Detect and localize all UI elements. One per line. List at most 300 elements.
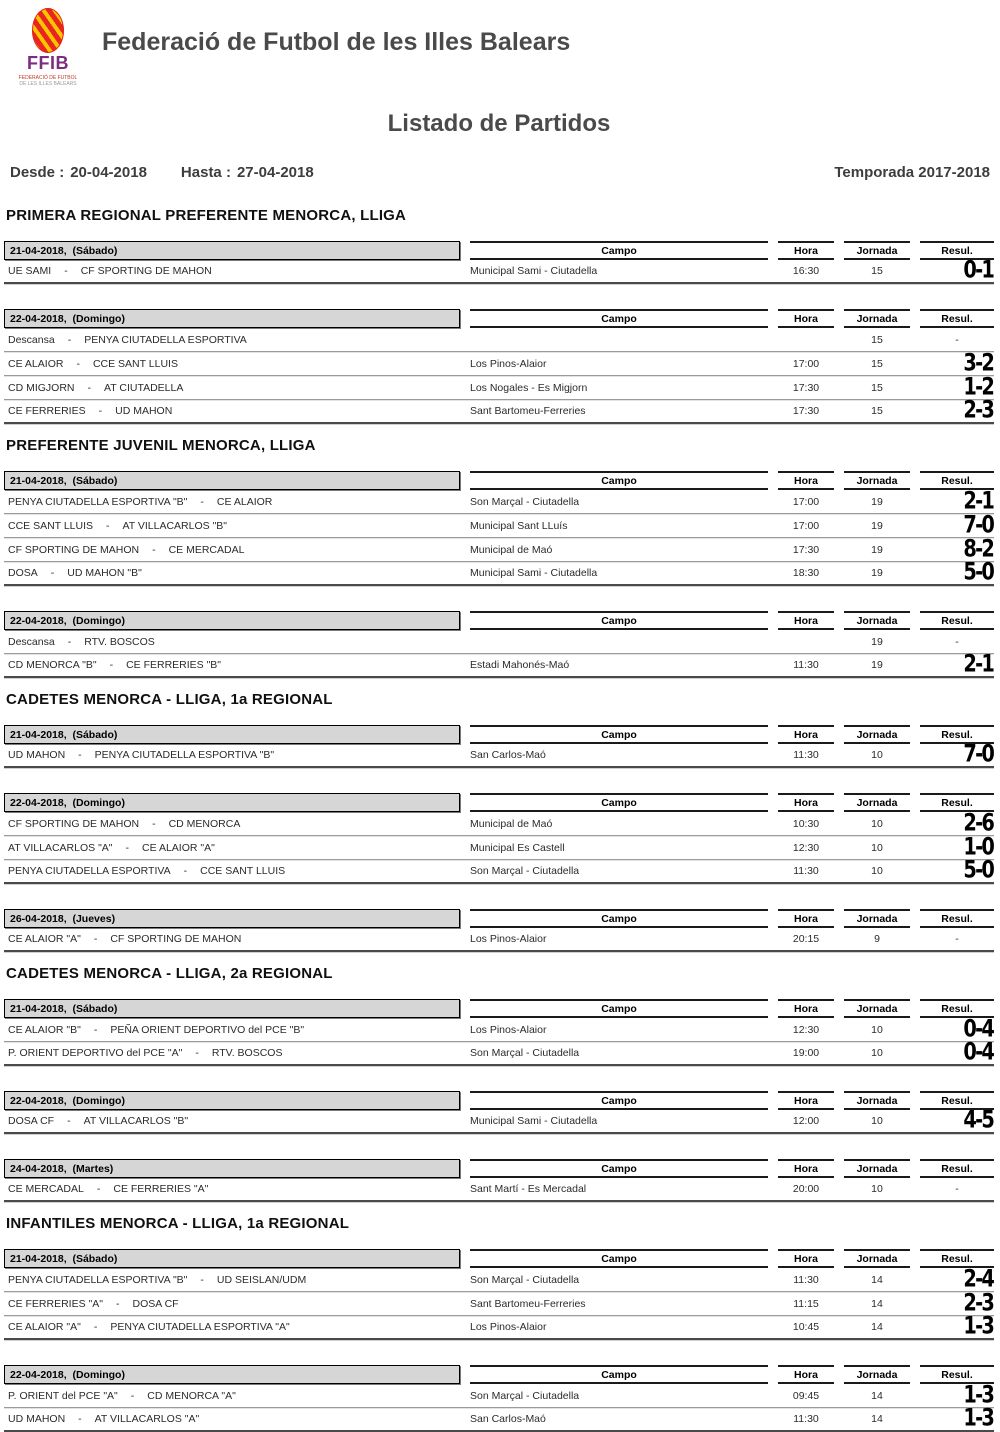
match-teams [4,1024,460,1036]
column-header-hora: Hora [778,725,834,744]
result-value: 2-3 [963,1289,994,1317]
home-team: PENYA CIUTADELLA ESPORTIVA [8,865,171,877]
away-team: CF SPORTING DE MAHON [110,933,242,945]
jornada-value: 10 [871,1183,883,1195]
team-separator: - [50,567,55,579]
match-row [4,349,994,377]
home-team: CF SPORTING DE MAHON [8,817,140,830]
home-team: CE FERRERIES [8,405,86,417]
match-teams [4,842,460,854]
away-team: PENYA CIUTADELLA ESPORTIVA "A" [110,1321,290,1333]
campo-value: Municipal de Maó [470,543,553,556]
result-value: - [955,333,959,346]
away-team: AT VILLACARLOS "B" [83,1115,189,1127]
match-row [4,373,994,401]
league-title: CADETES MENORCA - LLIGA, 1a REGIONAL [6,691,333,708]
column-header-campo: Campo [470,999,768,1018]
jornada-value: 15 [871,333,883,346]
hora-value: 11:30 [793,659,819,671]
jornada-value: 10 [871,749,883,761]
home-team: CE ALAIOR "A" [8,933,81,945]
match-row [4,740,994,769]
home-team: DOSA [8,567,38,579]
desde-label: Desde : [10,164,65,181]
hora-value: 10:45 [792,1321,820,1333]
result-value: 2-1 [963,650,994,679]
column-header-jornada: Jornada [844,1159,910,1178]
jornada-value: 14 [871,1321,883,1333]
hasta-label: Hasta : [180,164,231,181]
campo-value: Los Pinos-Alaior [470,933,547,945]
home-team: CD MENORCA "B" [8,659,97,671]
match-row [4,1265,994,1293]
home-team: PENYA CIUTADELLA ESPORTIVA "B" [8,1273,188,1286]
result-value: 0-4 [963,1015,994,1043]
result-value: 1-2 [963,373,994,401]
column-header-resul: Resul. [920,309,994,328]
league-section [4,691,994,952]
jornada-value: 19 [871,519,883,532]
hora-value: 17:00 [792,495,820,508]
match-table [4,1365,994,1432]
team-separator: - [98,405,103,417]
striped-ball-icon [32,8,64,53]
column-header-hora: Hora [778,1091,834,1110]
column-header-campo: Campo [470,1249,768,1268]
hasta-value: 27-04-2018 [236,164,314,181]
campo-value: Municipal Sami - Ciutadella [470,265,598,277]
result-value: 5-0 [963,558,994,587]
campo-value: Municipal Es Castell [470,841,565,854]
jornada-value: 10 [871,1023,883,1036]
away-team: CE MERCADAL [168,543,245,556]
match-teams [4,818,460,830]
jornada-value: 14 [871,1273,883,1286]
team-separator: - [152,543,156,556]
date-header: 21-04-2018, (Sábado) [4,999,460,1018]
jornada-value: 19 [871,635,883,648]
match-table [4,999,994,1066]
team-separator: - [64,265,68,277]
match-teams [4,405,460,417]
match-teams [4,636,460,648]
column-header-campo: Campo [470,471,768,490]
away-team: AT CIUTADELLA [104,381,184,394]
date-range [10,164,320,181]
date-header: 21-04-2018, (Sábado) [4,1249,460,1268]
campo-value: Son Marçal - Ciutadella [470,495,580,508]
hora-value: 18:30 [792,567,820,579]
match-row [4,1381,994,1409]
match-teams [4,1274,460,1286]
match-teams [4,358,460,370]
home-team: CE MERCADAL [8,1183,84,1195]
match-row [4,1289,994,1317]
campo-value: Sant Bartomeu-Ferreries [470,405,586,417]
column-header-hora: Hora [778,471,834,490]
home-team: DOSA CF [8,1115,55,1127]
match-teams [4,567,460,579]
league-title: PREFERENTE JUVENIL MENORCA, LLIGA [6,437,316,454]
match-teams [4,1413,460,1425]
home-team: CE ALAIOR "B" [8,1023,81,1036]
result-value: 5-0 [963,856,994,885]
home-team: CCE SANT LLUIS [8,519,93,532]
result-value: 1-3 [963,1404,994,1432]
away-team: UD MAHON "B" [67,567,142,579]
away-team: UD MAHON [115,405,173,417]
team-separator: - [93,1321,98,1333]
away-team: RTV. BOSCOS [211,1047,283,1059]
date-header: 21-04-2018, (Sábado) [4,725,460,744]
table-header [4,1249,994,1268]
column-header-hora: Hora [778,1365,834,1384]
match-teams [4,265,460,277]
hora-value: 11:15 [793,1297,819,1310]
column-header-jornada: Jornada [844,1365,910,1384]
result-value: 4-5 [963,1106,994,1135]
hora-value: 11:30 [793,1413,819,1425]
match-table [4,471,994,586]
page-title: Listado de Partidos [387,110,611,137]
result-value: 2-4 [963,1265,994,1293]
federation-title: Federació de Futbol de les Illes Balears [102,28,571,56]
hora-value: 17:30 [792,381,820,394]
result-value: 7-0 [963,511,994,539]
table-header [4,611,994,630]
date-header: 22-04-2018, (Domingo) [4,309,460,328]
result-value: 1-3 [963,1312,994,1341]
team-separator: - [78,1413,82,1425]
hora-value: 12:00 [792,1115,820,1127]
league-section [4,207,994,424]
match-table [4,309,994,424]
team-separator: - [93,933,98,945]
column-header-resul: Resul. [920,611,994,630]
campo-value: San Carlos-Maó [470,749,546,761]
jornada-value: 15 [871,265,883,277]
column-header-jornada: Jornada [844,1091,910,1110]
match-table [4,1159,994,1202]
column-header-campo: Campo [470,309,768,328]
team-separator: - [200,1273,204,1286]
match-row [4,1178,994,1202]
jornada-value: 19 [871,543,883,556]
match-teams [4,382,460,394]
result-value: - [955,635,959,648]
team-separator: - [109,659,114,671]
league-title: CADETES MENORCA - LLIGA, 2a REGIONAL [6,965,333,982]
match-teams [4,1183,460,1195]
column-header-jornada: Jornada [844,241,910,260]
match-table [4,611,994,678]
away-team: PENYA CIUTADELLA ESPORTIVA [84,333,247,346]
team-separator: - [152,817,156,830]
column-header-hora: Hora [778,1159,834,1178]
column-header-jornada: Jornada [844,471,910,490]
match-table [4,1091,994,1134]
column-header-resul: Resul. [920,725,994,744]
result-value: 1-3 [963,1381,994,1409]
hora-value: 11:30 [793,749,819,761]
match-teams [4,749,460,761]
campo-value: San Carlos-Maó [470,1413,546,1425]
jornada-value: 15 [871,381,883,394]
logo-caption-line1: FEDERACIÓ DE FUTBOL [18,74,78,81]
jornada-value: 10 [871,1047,883,1059]
column-header-hora: Hora [778,611,834,630]
table-header [4,1365,994,1384]
team-separator: - [115,1297,120,1310]
temporada-label: Temporada 2017-2018 [834,164,990,181]
home-team: CE ALAIOR "A" [8,1321,81,1333]
column-header-hora: Hora [778,309,834,328]
match-list [4,207,994,1432]
column-header-campo: Campo [470,1159,768,1178]
match-teams [4,496,460,508]
hora-value: 16:30 [792,265,820,277]
match-teams [4,1047,460,1059]
match-table [4,241,994,284]
team-separator: - [125,841,130,854]
column-header-resul: Resul. [920,793,994,812]
match-teams [4,520,460,532]
column-header-hora: Hora [778,999,834,1018]
home-team: CF SPORTING DE MAHON [8,543,140,556]
result-value: 2-3 [963,396,994,425]
result-value: 3-2 [963,349,994,377]
table-header [4,725,994,744]
league-section [4,965,994,1202]
hora-value: 17:00 [792,519,820,532]
hora-value: 11:30 [793,865,819,877]
match-row [4,1015,994,1043]
match-row [4,928,994,952]
hora-value: 17:00 [792,357,820,370]
match-row [4,650,994,679]
column-header-jornada: Jornada [844,611,910,630]
campo-value: Municipal de Maó [470,817,553,830]
campo-value: Los Nogales - Es Migjorn [470,381,588,394]
campo-value: Sant Martí - Es Mercadal [470,1183,587,1195]
campo-value: Sant Bartomeu-Ferreries [470,1297,586,1310]
away-team: CD MENORCA "A" [147,1389,236,1402]
team-separator: - [67,333,72,346]
team-separator: - [183,865,188,877]
campo-value: Municipal Sami - Ciutadella [470,567,598,579]
match-row [4,1106,994,1135]
away-team: AT VILLACARLOS "B" [122,519,228,532]
match-teams [4,1390,460,1402]
campo-value: Municipal Sami - Ciutadella [470,1115,598,1127]
match-row [4,256,994,285]
team-separator: - [195,1047,199,1059]
home-team: UD MAHON [8,749,66,761]
home-team: Descansa [8,635,55,648]
hora-value: 12:30 [792,841,820,854]
table-header [4,999,994,1018]
date-range-line [10,164,990,181]
jornada-value: 15 [871,405,883,417]
team-separator: - [106,519,110,532]
team-separator: - [67,1115,71,1127]
match-row [4,630,994,654]
home-team: P. ORIENT del PCE "A" [8,1389,118,1402]
column-header-resul: Resul. [920,1249,994,1268]
jornada-value: 19 [871,659,883,671]
column-header-hora: Hora [778,793,834,812]
hora-value: 17:30 [792,543,820,556]
jornada-value: 14 [871,1297,883,1310]
league-section [4,437,994,678]
result-value: 2-6 [963,809,994,837]
desde-value: 20-04-2018 [70,164,147,181]
column-header-campo: Campo [470,1365,768,1384]
date-header: 22-04-2018, (Domingo) [4,1091,460,1110]
match-row [4,1038,994,1067]
match-teams [4,334,460,346]
away-team: PENYA CIUTADELLA ESPORTIVA "B" [94,749,275,761]
team-separator: - [76,357,80,370]
logo-abbr: FFIB [27,53,69,73]
away-team: UD SEISLAN/UDM [216,1273,307,1286]
result-value: 2-1 [963,487,994,515]
result-value: 7-0 [963,740,994,769]
league-section [4,1215,994,1432]
match-teams [4,1321,460,1333]
match-row [4,558,994,587]
table-header [4,241,994,260]
date-header: 26-04-2018, (Jueves) [4,909,460,928]
home-team: P. ORIENT DEPORTIVO del PCE "A" [8,1047,183,1059]
column-header-hora: Hora [778,1249,834,1268]
date-header: 22-04-2018, (Domingo) [4,611,460,630]
column-header-resul: Resul. [920,1159,994,1178]
column-header-resul: Resul. [920,1365,994,1384]
hora-value: 19:00 [792,1047,820,1059]
jornada-value: 9 [874,933,880,945]
column-header-resul: Resul. [920,471,994,490]
away-team: PEÑA ORIENT DEPORTIVO del PCE "B" [110,1023,305,1036]
match-table [4,909,994,952]
team-separator: - [96,1183,101,1195]
jornada-value: 19 [871,567,883,579]
match-table [4,793,994,884]
column-header-jornada: Jornada [844,725,910,744]
hora-value: 20:00 [792,1183,820,1195]
hora-value: 12:30 [792,1023,820,1036]
column-header-resul: Resul. [920,241,994,260]
home-team: UD MAHON [8,1413,66,1425]
column-header-jornada: Jornada [844,1249,910,1268]
logo-caption-line2: DE LES ILLES BALEARS [19,80,77,87]
match-row [4,328,994,352]
table-header [4,793,994,812]
match-teams [4,544,460,556]
match-teams [4,865,460,877]
document-header [4,0,994,100]
league-title: PRIMERA REGIONAL PREFERENTE MENORCA, LLIGA [6,207,407,224]
column-header-jornada: Jornada [844,309,910,328]
match-teams [4,933,460,945]
column-header-jornada: Jornada [844,793,910,812]
jornada-value: 14 [871,1389,883,1402]
date-header: 21-04-2018, (Sábado) [4,471,460,490]
column-header-resul: Resul. [920,909,994,928]
result-value: 0-1 [963,256,994,285]
result-value: 1-0 [963,833,994,861]
home-team: UE SAMI [8,265,52,277]
column-header-hora: Hora [778,909,834,928]
team-separator: - [130,1389,135,1402]
home-team: AT VILLACARLOS "A" [8,841,113,854]
away-team: CE ALAIOR "A" [142,841,215,854]
hora-value: 20:15 [792,933,820,945]
date-header: 21-04-2018, (Sábado) [4,241,460,260]
away-team: AT VILLACARLOS "A" [94,1413,200,1425]
away-team: RTV. BOSCOS [84,635,155,648]
campo-value: Son Marçal - Ciutadella [470,865,580,877]
result-value: - [955,933,959,945]
column-header-campo: Campo [470,241,768,260]
jornada-value: 19 [871,495,883,508]
hora-value: 11:30 [793,1273,819,1286]
column-header-resul: Resul. [920,999,994,1018]
match-row [4,856,994,885]
campo-value: Municipal Sant LLuís [470,519,568,532]
away-team: CE FERRERIES "B" [126,659,222,671]
table-header [4,909,994,928]
column-header-campo: Campo [470,611,768,630]
away-team: CCE SANT LLUIS [200,865,286,877]
jornada-value: 14 [871,1413,883,1425]
team-separator: - [87,381,91,394]
match-row [4,1404,994,1432]
match-row [4,833,994,861]
match-row [4,396,994,425]
table-header [4,1091,994,1110]
team-separator: - [78,749,82,761]
campo-value: Los Pinos-Alaior [470,357,547,370]
column-header-hora: Hora [778,241,834,260]
ffib-logo [4,8,92,87]
result-value: 0-4 [963,1038,994,1067]
jornada-value: 10 [871,1115,883,1127]
table-header [4,471,994,490]
away-team: CF SPORTING DE MAHON [80,265,212,277]
result-value: - [955,1183,959,1195]
home-team: CE ALAIOR [8,357,64,370]
campo-value: Son Marçal - Ciutadella [470,1047,580,1059]
match-row [4,1312,994,1341]
match-teams [4,659,460,671]
match-teams [4,1298,460,1310]
column-header-jornada: Jornada [844,999,910,1018]
jornada-value: 10 [871,865,883,877]
date-header: 22-04-2018, (Domingo) [4,1365,460,1384]
hora-value: 10:30 [792,817,820,830]
home-team: CE FERRERIES "A" [8,1297,103,1310]
jornada-value: 15 [871,357,883,370]
column-header-jornada: Jornada [844,909,910,928]
column-header-campo: Campo [470,1091,768,1110]
result-value: 8-2 [963,535,994,563]
match-table [4,1249,994,1340]
home-team: PENYA CIUTADELLA ESPORTIVA "B" [8,495,188,508]
table-header [4,309,994,328]
away-team: CD MENORCA [168,817,241,830]
table-header [4,1159,994,1178]
